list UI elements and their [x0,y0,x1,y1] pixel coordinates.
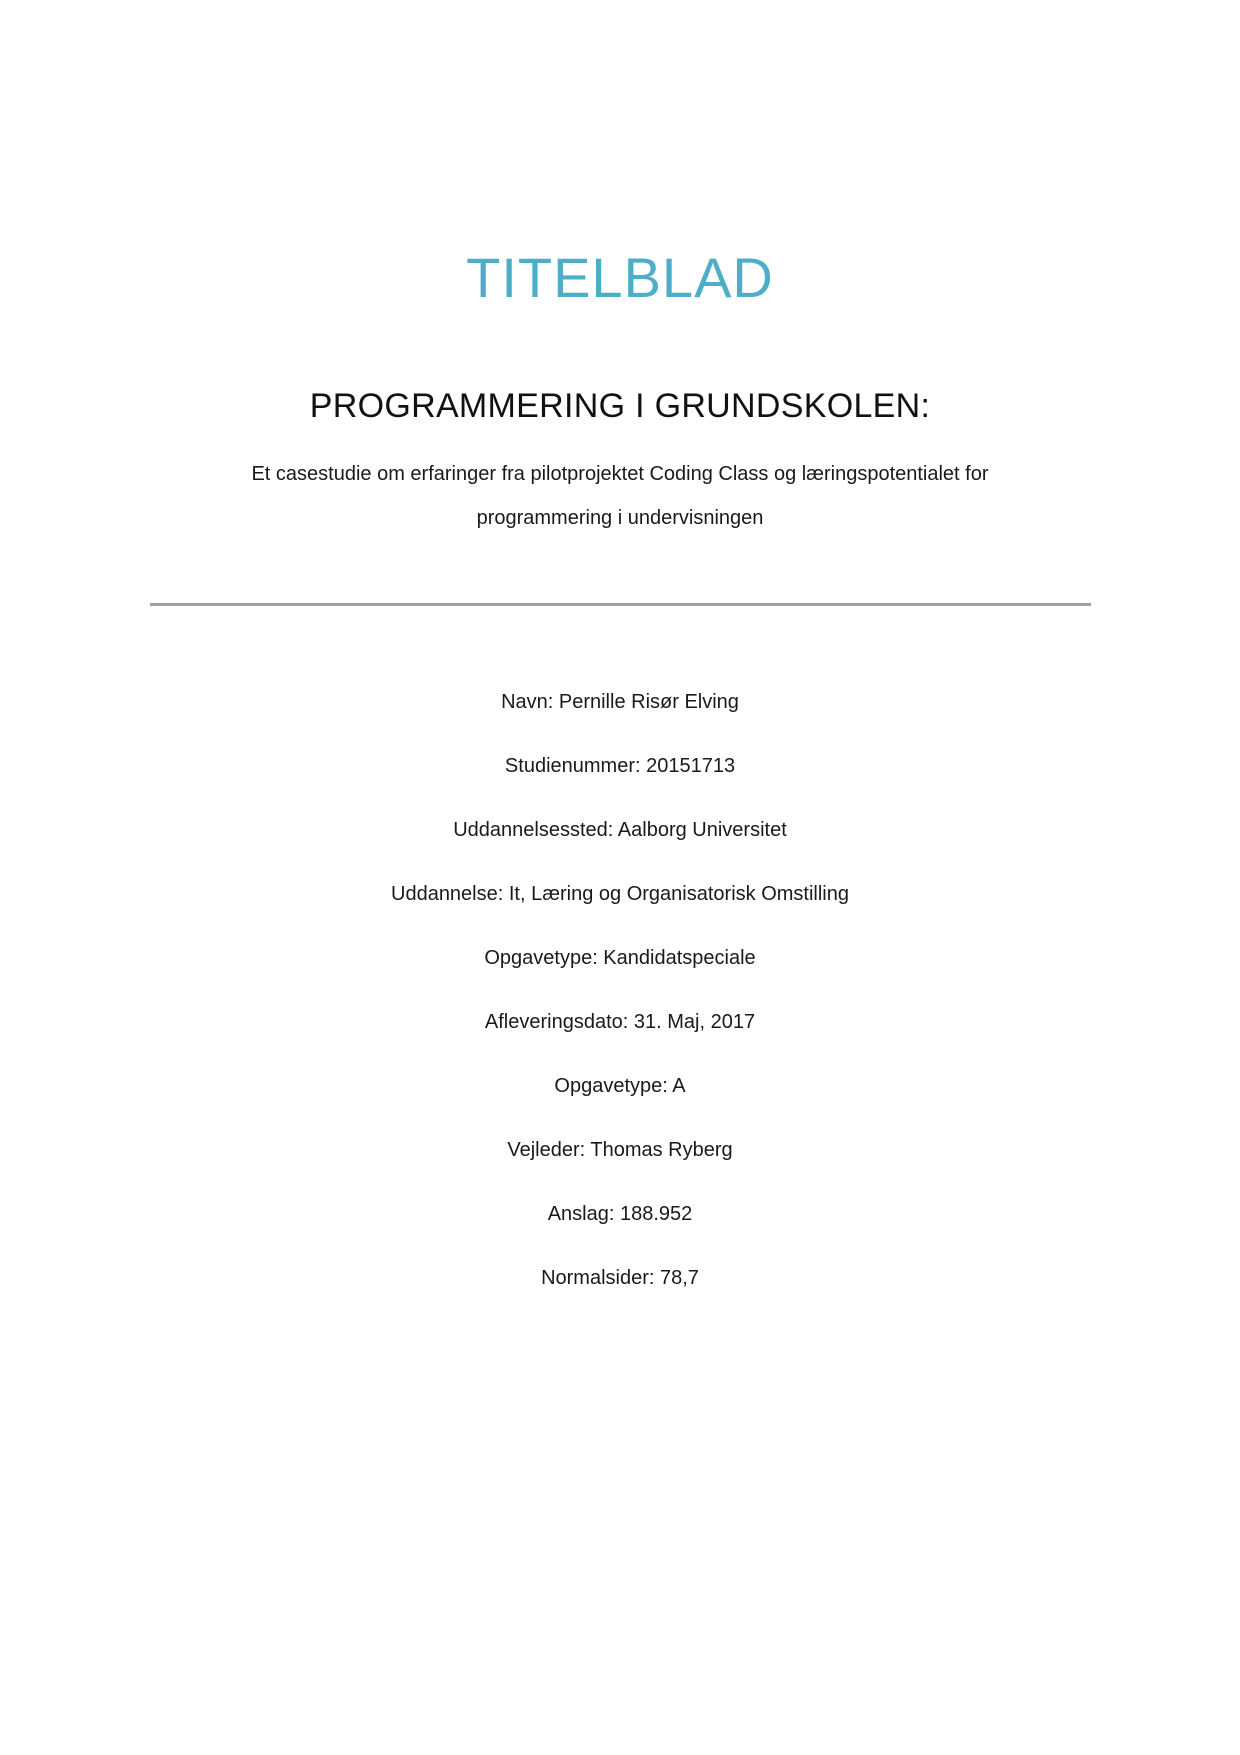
meta-name: Navn: Pernille Risør Elving [501,691,739,713]
meta-institution: Uddannelsessted: Aalborg Universitet [453,819,787,841]
horizontal-divider [150,603,1091,606]
metadata-list [0,670,1240,1310]
meta-supervisor: Vejleder: Thomas Ryberg [507,1139,733,1161]
thesis-subtitle: Et casestudie om erfaringer fra pilotprojektet Coding Class og læringspotentialet for programmering i undervisningen [251,463,989,529]
page-title: TITELBLAD [466,245,774,309]
meta-assignment-type: Opgavetype: Kandidatspeciale [484,947,756,969]
meta-assignment-type-code: Opgavetype: A [554,1075,686,1097]
meta-submission-date: Afleveringsdato: 31. Maj, 2017 [484,1011,756,1033]
thesis-heading: PROGRAMMERING I GRUNDSKOLEN: [309,387,931,425]
meta-character-count: Anslag: 188.952 [547,1203,693,1225]
meta-standard-pages: Normalsider: 78,7 [541,1267,699,1289]
meta-student-number: Studienummer: 20151713 [504,755,736,777]
meta-education: Uddannelse: It, Læring og Organisatorisk Omstilling [391,883,849,905]
